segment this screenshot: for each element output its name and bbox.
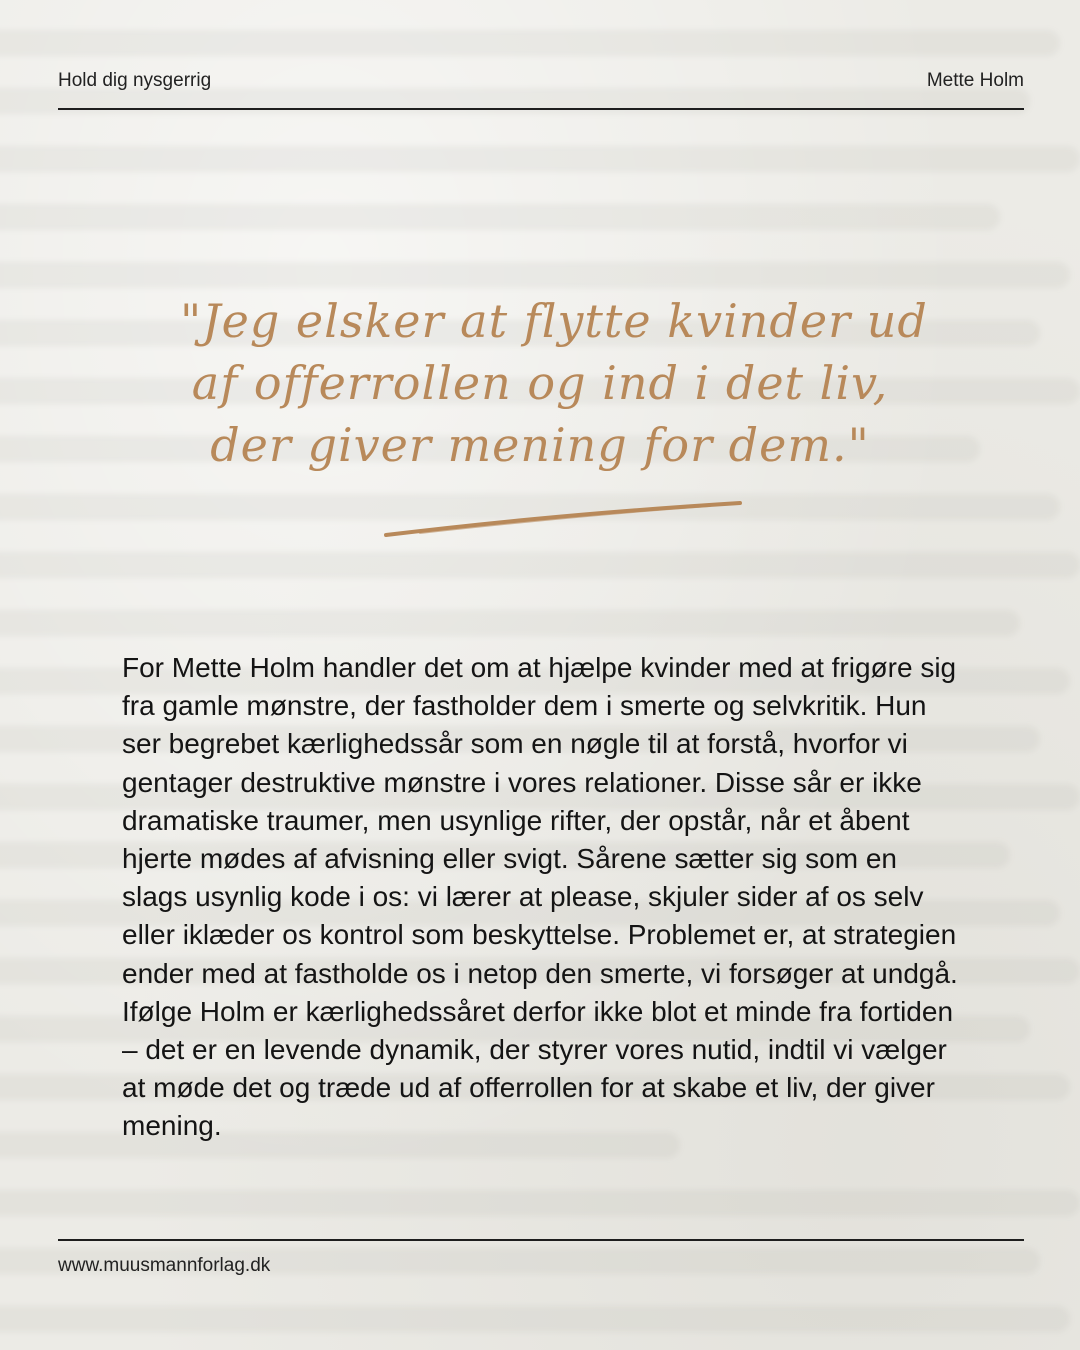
footer-divider — [58, 1239, 1024, 1241]
publisher-website-link[interactable]: www.muusmannforlag.dk — [58, 1255, 271, 1276]
series-title: Hold dig nysgerrig — [58, 70, 212, 91]
quote-line: "Jeg elsker at flytte kvinder ud — [180, 294, 928, 348]
quote-line: der giver mening for dem." — [210, 418, 870, 472]
quote-underline-stroke — [380, 495, 750, 545]
article-body: For Mette Holm handler det om at hjælpe kvinder med at frigøre sig fra gamle mønstre, der fastholder dem i smerte og selvkritik. Hun ser begrebet kærlighedssår som en nøgle til at forstå, hvorfor vi gentager destruktive mønstre i vores relationer. Disse sår er ikke dramatiske traumer, men usynlige rifter, der opstår, når et åbent hjerte mødes af afvisning eller svigt. Sårene sætter sig som en slags usynlig kode i os: vi lærer at please, skjuler sider af os selv eller iklæder os kontrol som beskyttelse. Problemet er, at strategien ender med at fastholde os i netop den smerte, vi forsøger at undgå. Ifølge Holm er kærlighedssåret derfor ikke blot et minde fra fortiden – det er en levende dynamik, der styrer vores nutid, indtil vi vælger at møde det og træde ud af offerrollen for at skabe et liv, der giver mening. — [122, 652, 958, 1142]
pull-quote — [180, 290, 928, 476]
page-header — [58, 70, 1024, 94]
quote-line: af offerrollen og ind i det liv, — [191, 356, 889, 410]
author-name: Mette Holm — [926, 70, 1024, 91]
header-divider — [58, 108, 1024, 110]
